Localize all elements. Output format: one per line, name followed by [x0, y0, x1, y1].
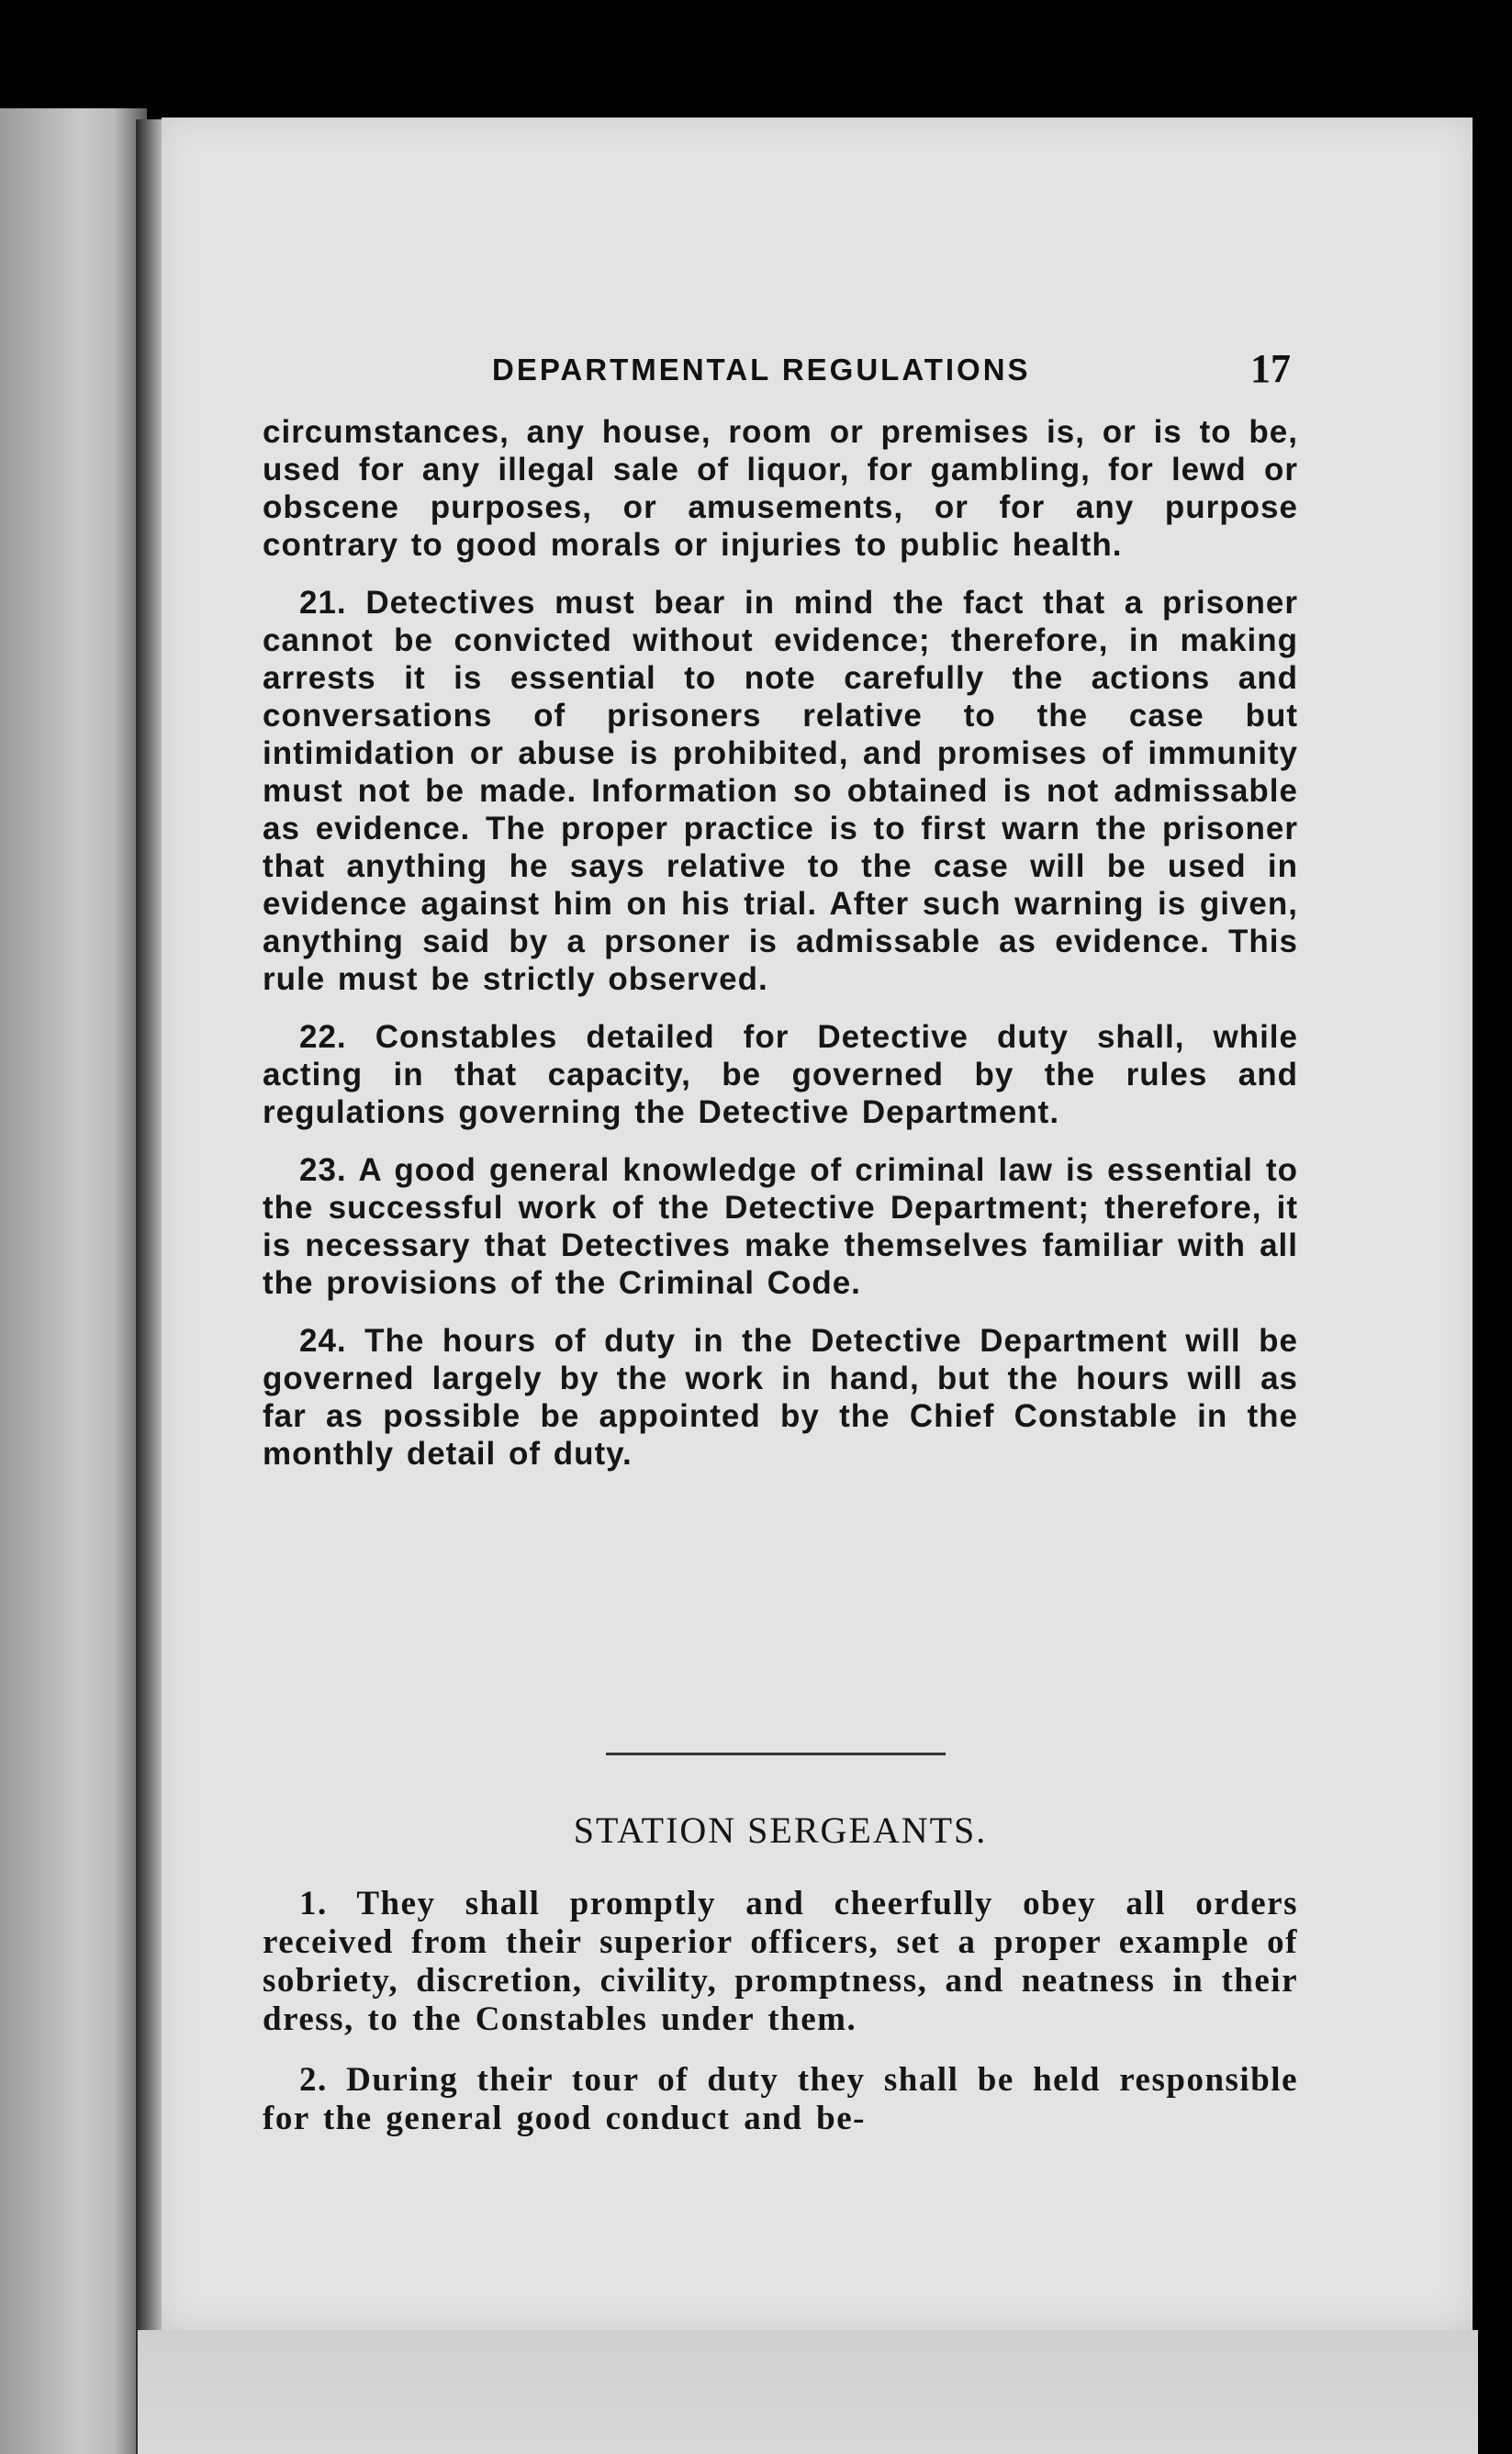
page-header: [327, 345, 1291, 400]
section-body: [263, 1885, 1298, 2160]
paragraph-23: 23. A good general knowledge of criminal law is essential to the successful work of the Detective Department; therefore, it is necessary that Detectives make themselves familiar with all the provisions of the Criminal Code.: [263, 1152, 1298, 1301]
running-head: DEPARTMENTAL REGULATIONS: [492, 353, 1031, 387]
facing-page-edge: [0, 108, 147, 2454]
paragraph-21: 21. Detectives must bear in mind the fact that a prisoner cannot be convicted without evidence; therefore, in making arrests it is essential to note carefully the actions and conversations of prisoners relative to the case but intimidation or abuse is prohibited, and promises of immunity must not be made. Information so obtained is not admissable as evidence. The proper practice is to first warn the prisoner that anything he says relative to the case will be used in evidence against him on his trial. After such warning is given, anything said by a prsoner is admissable as evidence. This rule must be strictly observed.: [263, 585, 1298, 997]
paragraph-continuation: circumstances, any house, room or premises is, or is to be, used for any illegal sale of liquor, for gambling, for lewd or obscene purposes, or amusements, or for any purpose contrary to good morals or injuries to public health.: [263, 414, 1298, 563]
page-number: 17: [1250, 346, 1291, 391]
section-paragraph-2: 2. During their tour of duty they shall be held responsible for the general good conduct and be-: [263, 2061, 1298, 2137]
body-text: [263, 413, 1298, 1493]
section-paragraph-1: 1. They shall promptly and cheerfully obey all orders received from their superior officers, set a proper example of sobriety, discretion, civility, promptness, and neatness in their dress, to the Constables under them.: [263, 1885, 1298, 2038]
page-bottom-edge: [138, 2330, 1478, 2454]
paragraph-24: 24. The hours of duty in the Detective Department will be governed largely by the work in hand, but the hours will as far as possible be appointed by the Chief Constable in the monthly detail of duty.: [263, 1323, 1298, 1472]
section-divider: [606, 1753, 946, 1755]
section-title: STATION SERGEANTS.: [573, 1810, 988, 1851]
paragraph-22: 22. Constables detailed for Detective duty shall, while acting in that capacity, be governed by the rules and regulations governing the Detective Department.: [263, 1019, 1298, 1130]
